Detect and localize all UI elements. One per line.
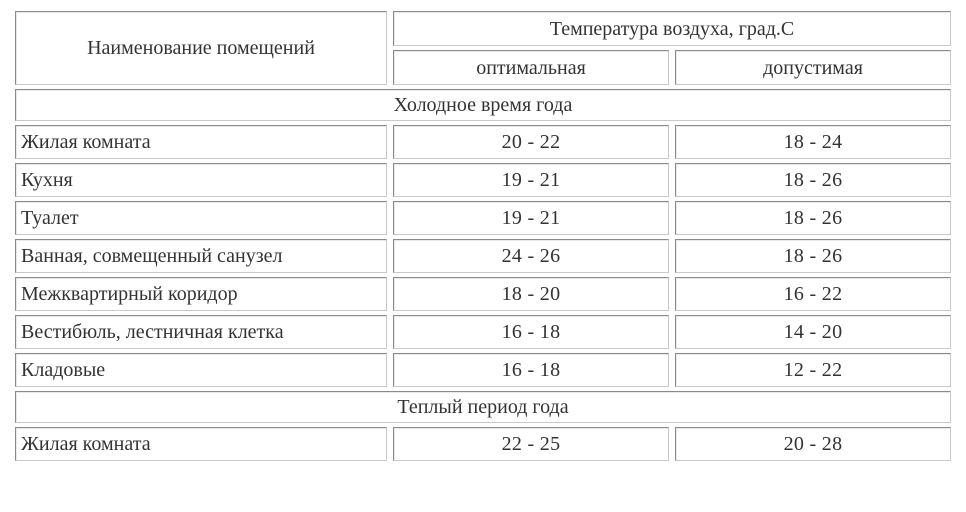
table-row <box>15 163 951 197</box>
section-row <box>15 89 951 121</box>
permissible-cell: 12 - 22 <box>675 353 951 387</box>
room-cell: Кухня <box>15 163 387 197</box>
optimal-cell: 16 - 18 <box>393 353 669 387</box>
room-cell: Ванная, совмещенный санузел <box>15 239 387 273</box>
section-title: Теплый период года <box>15 391 951 423</box>
room-cell: Жилая комната <box>15 125 387 159</box>
table-row <box>15 239 951 273</box>
table-row <box>15 125 951 159</box>
header-optimal: оптимальная <box>393 50 669 85</box>
optimal-cell: 19 - 21 <box>393 163 669 197</box>
section-row <box>15 391 951 423</box>
permissible-cell: 18 - 26 <box>675 163 951 197</box>
permissible-cell: 18 - 26 <box>675 201 951 235</box>
header-permissible: допустимая <box>675 50 951 85</box>
room-cell: Вестибюль, лестничная клетка <box>15 315 387 349</box>
table-row <box>15 353 951 387</box>
permissible-cell: 20 - 28 <box>675 427 951 461</box>
table-row <box>15 427 951 461</box>
permissible-cell: 18 - 24 <box>675 125 951 159</box>
header-row <box>15 11 951 46</box>
permissible-cell: 18 - 26 <box>675 239 951 273</box>
table-row <box>15 315 951 349</box>
room-cell: Жилая комната <box>15 427 387 461</box>
header-air-temp: Температура воздуха, град.С <box>393 11 951 46</box>
optimal-cell: 19 - 21 <box>393 201 669 235</box>
table-row <box>15 277 951 311</box>
optimal-cell: 24 - 26 <box>393 239 669 273</box>
room-cell: Межквартирный коридор <box>15 277 387 311</box>
optimal-cell: 20 - 22 <box>393 125 669 159</box>
room-cell: Туалет <box>15 201 387 235</box>
permissible-cell: 16 - 22 <box>675 277 951 311</box>
optimal-cell: 22 - 25 <box>393 427 669 461</box>
temperature-table <box>9 7 957 465</box>
header-room-name: Наименование помещений <box>15 11 387 85</box>
optimal-cell: 16 - 18 <box>393 315 669 349</box>
room-cell: Кладовые <box>15 353 387 387</box>
section-title: Холодное время года <box>15 89 951 121</box>
table-row <box>15 201 951 235</box>
permissible-cell: 14 - 20 <box>675 315 951 349</box>
optimal-cell: 18 - 20 <box>393 277 669 311</box>
